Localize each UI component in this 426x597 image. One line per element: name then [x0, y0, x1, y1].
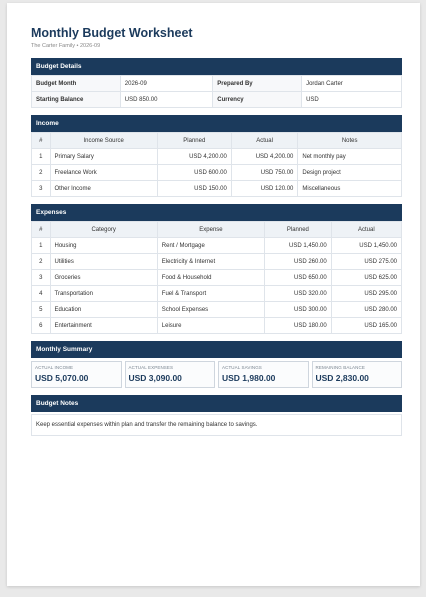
actual-amount: USD 165.00: [331, 318, 401, 334]
column-header: #: [32, 222, 51, 238]
actual-amount: USD 750.00: [231, 165, 298, 181]
card-label: REMAINING BALANCE: [315, 365, 365, 370]
monthly-summary-header: Monthly Summary: [31, 341, 402, 358]
table-row: [32, 302, 402, 318]
details-label: Currency: [213, 92, 302, 108]
planned-amount: USD 4,200.00: [157, 149, 231, 165]
actual-amount: USD 4,200.00: [231, 149, 298, 165]
table-row: [32, 181, 402, 197]
card-label: ACTUAL EXPENSES: [128, 365, 174, 370]
details-value: 2026-09: [120, 76, 213, 92]
planned-amount: USD 260.00: [265, 254, 332, 270]
actual-amount: USD 295.00: [331, 286, 401, 302]
income-source: Primary Salary: [50, 149, 157, 165]
expense-category: Housing: [50, 238, 157, 254]
income-source: Freelance Work: [50, 165, 157, 181]
column-header: Planned: [265, 222, 332, 238]
table-row: [32, 270, 402, 286]
summary-card-actual-income: [31, 361, 122, 388]
column-header: Notes: [298, 133, 402, 149]
row-index: 4: [32, 286, 51, 302]
table-header-row: [32, 133, 402, 149]
summary-card-actual-savings: [218, 361, 309, 388]
income-table: [31, 132, 402, 197]
row-index: 6: [32, 318, 51, 334]
planned-amount: USD 1,450.00: [265, 238, 332, 254]
expense-name: Fuel & Transport: [157, 286, 264, 302]
card-label: ACTUAL SAVINGS: [222, 365, 262, 370]
budget-notes-header: Budget Notes: [31, 395, 402, 412]
planned-amount: USD 320.00: [265, 286, 332, 302]
row-index: 5: [32, 302, 51, 318]
table-row: [32, 238, 402, 254]
details-value: Jordan Carter: [302, 76, 402, 92]
card-value: USD 1,980.00: [222, 373, 276, 383]
income-header: Income: [31, 115, 402, 132]
expenses-header: Expenses: [31, 204, 402, 221]
row-index: 2: [32, 254, 51, 270]
planned-amount: USD 600.00: [157, 165, 231, 181]
actual-amount: USD 280.00: [331, 302, 401, 318]
row-index: 3: [32, 270, 51, 286]
page-subtitle: The Carter Family • 2026-09: [31, 43, 101, 49]
expense-category: Transportation: [50, 286, 157, 302]
page-title: Monthly Budget Worksheet: [31, 26, 193, 40]
table-row: [32, 92, 402, 108]
expense-category: Utilities: [50, 254, 157, 270]
expense-category: Groceries: [50, 270, 157, 286]
income-notes: Miscellaneous: [298, 181, 402, 197]
details-value: USD: [302, 92, 402, 108]
planned-amount: USD 650.00: [265, 270, 332, 286]
expense-category: Education: [50, 302, 157, 318]
table-row: [32, 318, 402, 334]
table-row: [32, 165, 402, 181]
actual-amount: USD 1,450.00: [331, 238, 401, 254]
budget-notes-text: Keep essential expenses within plan and transfer the remaining balance to savings.: [31, 414, 402, 436]
income-notes: Design project: [298, 165, 402, 181]
income-source: Other Income: [50, 181, 157, 197]
card-label: ACTUAL INCOME: [35, 365, 74, 370]
card-value: USD 3,090.00: [128, 373, 182, 383]
expense-category: Entertainment: [50, 318, 157, 334]
planned-amount: USD 180.00: [265, 318, 332, 334]
expense-name: Rent / Mortgage: [157, 238, 264, 254]
column-header: Category: [50, 222, 157, 238]
actual-amount: USD 625.00: [331, 270, 401, 286]
column-header: Actual: [231, 133, 298, 149]
table-header-row: [32, 222, 402, 238]
table-row: [32, 76, 402, 92]
column-header: #: [32, 133, 51, 149]
details-value: USD 850.00: [120, 92, 213, 108]
actual-amount: USD 275.00: [331, 254, 401, 270]
income-notes: Net monthly pay: [298, 149, 402, 165]
document-page: [7, 3, 420, 586]
planned-amount: USD 300.00: [265, 302, 332, 318]
column-header: Planned: [157, 133, 231, 149]
table-row: [32, 149, 402, 165]
document-content: [31, 25, 402, 436]
details-label: Budget Month: [32, 76, 121, 92]
actual-amount: USD 120.00: [231, 181, 298, 197]
row-index: 2: [32, 165, 51, 181]
column-header: Actual: [331, 222, 401, 238]
expense-name: Leisure: [157, 318, 264, 334]
expense-name: Electricity & Internet: [157, 254, 264, 270]
table-row: [32, 286, 402, 302]
card-value: USD 5,070.00: [35, 373, 89, 383]
row-index: 3: [32, 181, 51, 197]
summary-cards: [31, 358, 402, 388]
row-index: 1: [32, 238, 51, 254]
summary-card-actual-expenses: [125, 361, 216, 388]
column-header: Expense: [157, 222, 264, 238]
budget-details-header: Budget Details: [31, 58, 402, 75]
expenses-table: [31, 221, 402, 334]
expense-name: Food & Household: [157, 270, 264, 286]
expense-name: School Expenses: [157, 302, 264, 318]
budget-details-table: [31, 75, 402, 108]
card-value: USD 2,830.00: [315, 373, 369, 383]
summary-card-remaining-balance: [312, 361, 403, 388]
details-label: Prepared By: [213, 76, 302, 92]
details-label: Starting Balance: [32, 92, 121, 108]
planned-amount: USD 150.00: [157, 181, 231, 197]
row-index: 1: [32, 149, 51, 165]
table-row: [32, 254, 402, 270]
column-header: Income Source: [50, 133, 157, 149]
